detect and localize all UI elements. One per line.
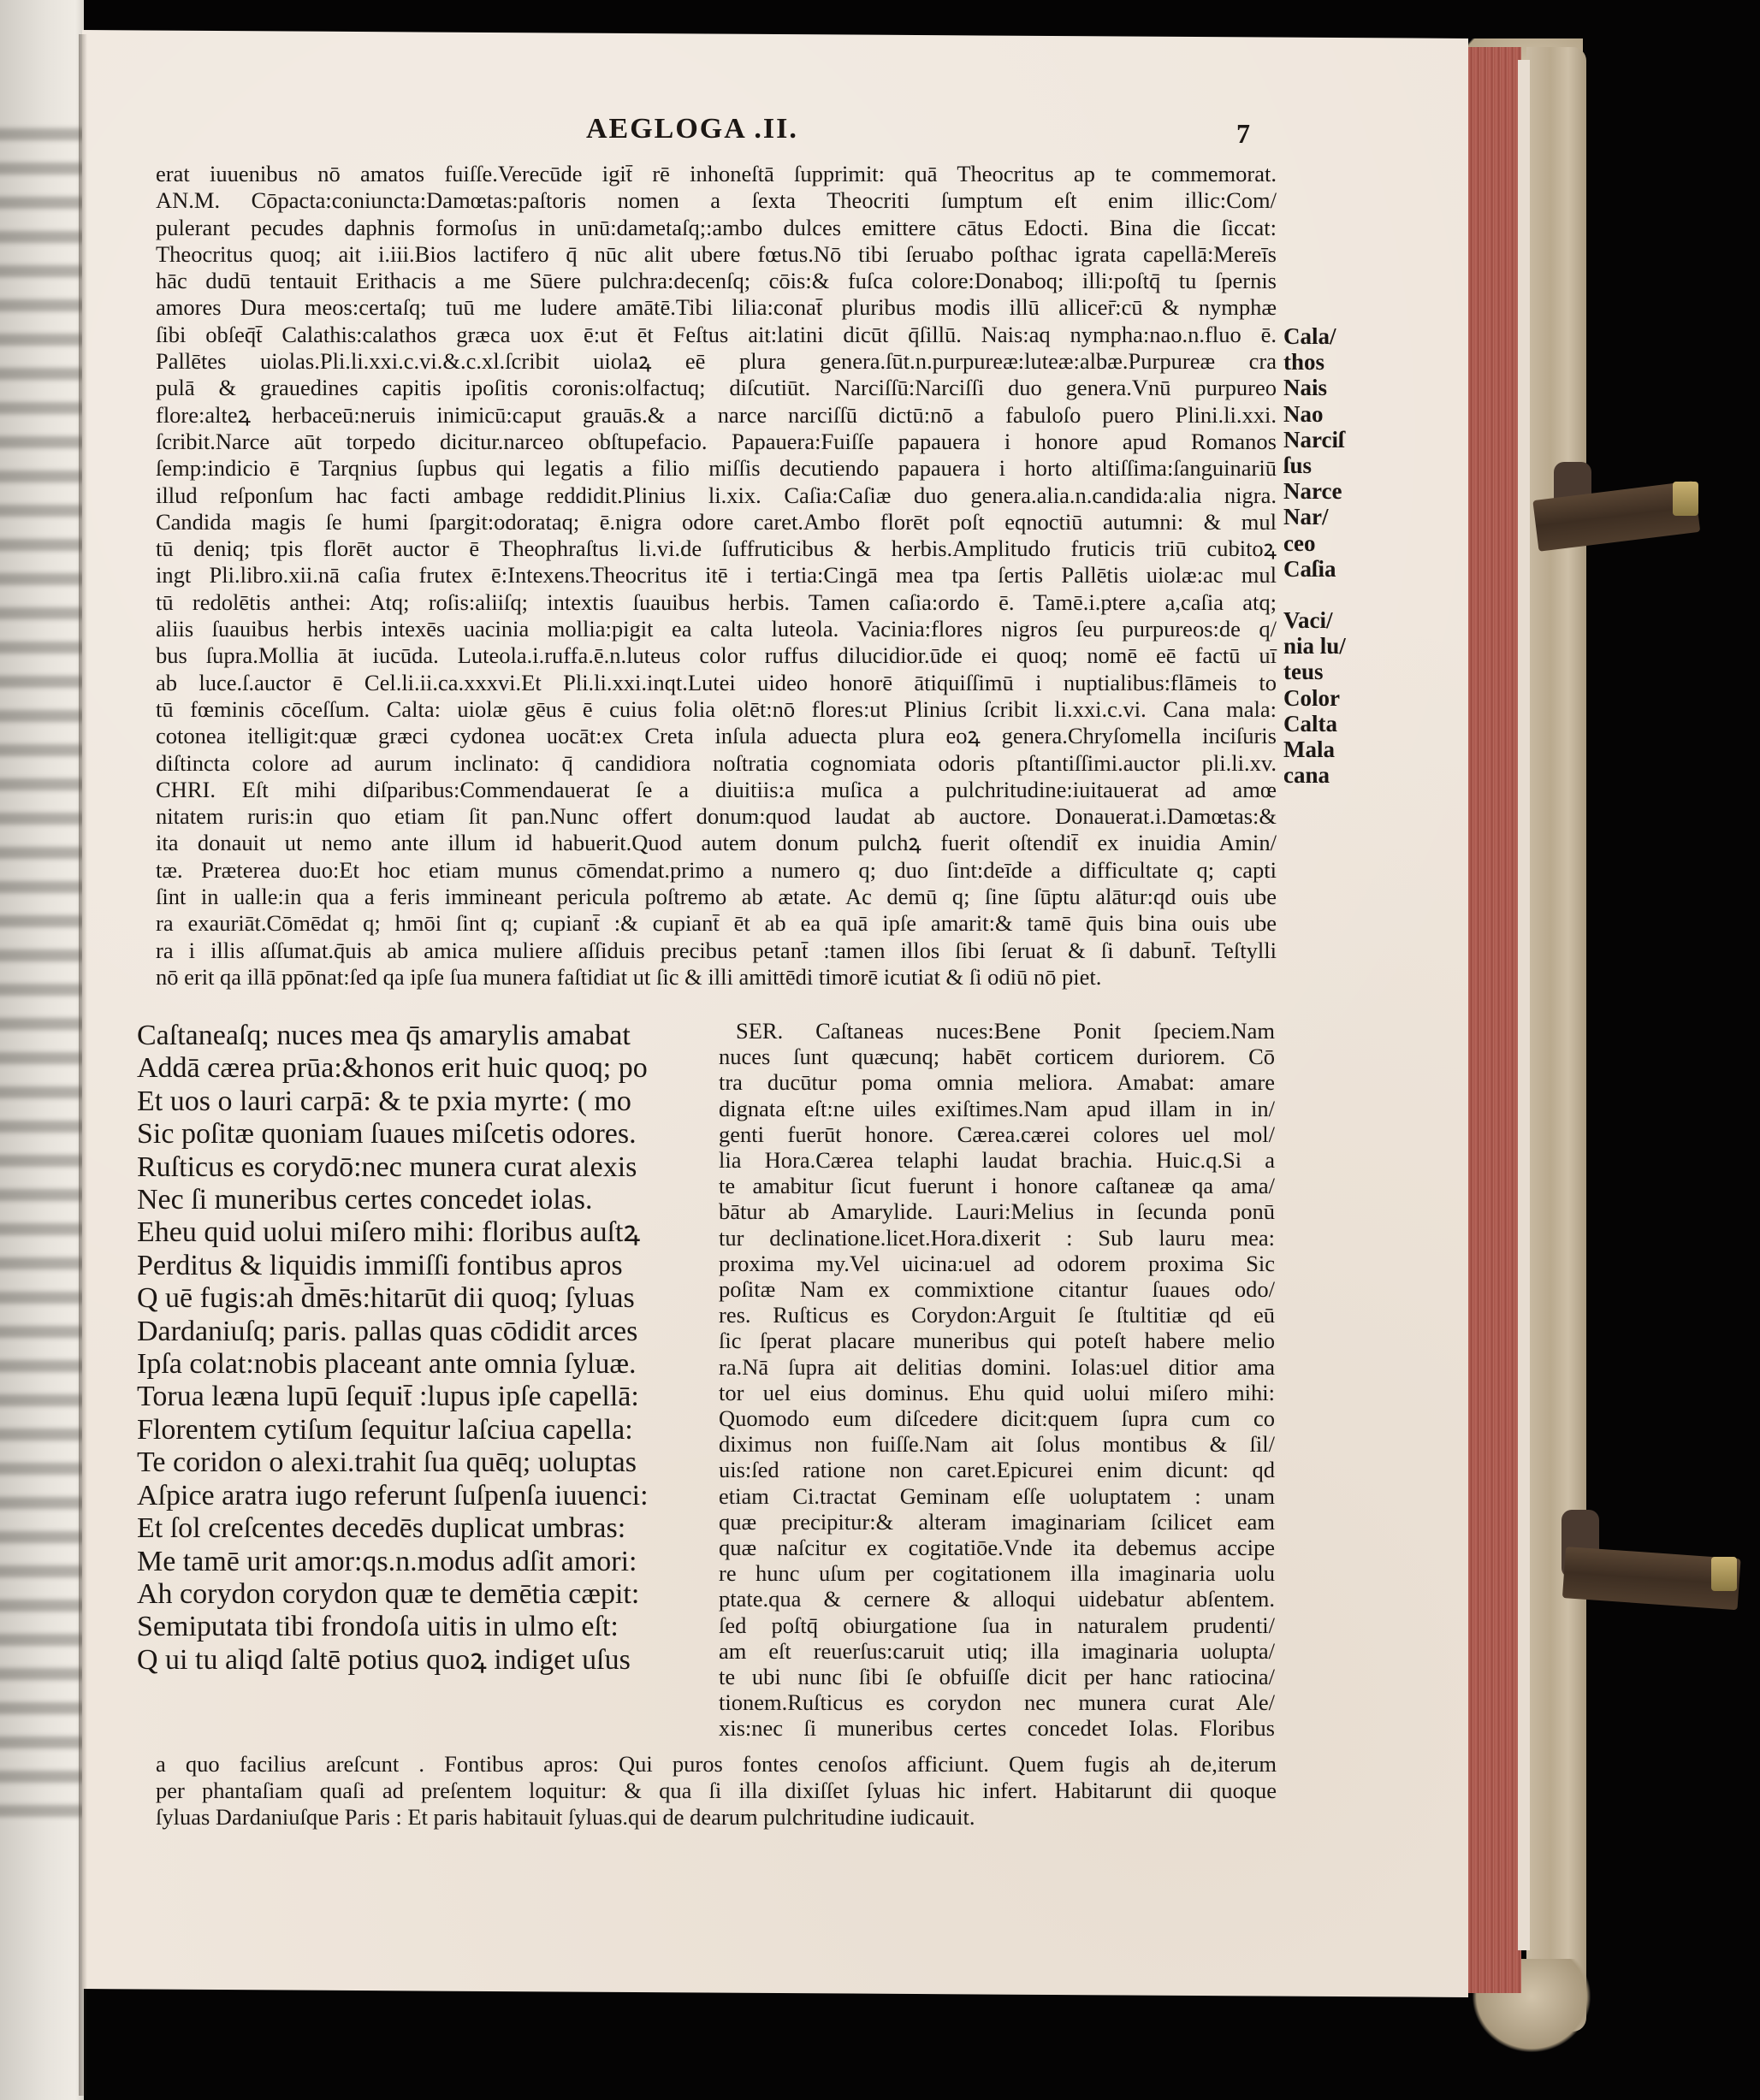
gloss-line: ſed poſtq̄ obiurgatione ſua in naturalem prudenti/ (719, 1612, 1275, 1638)
margin-note: Caſia (1283, 555, 1336, 582)
gloss-line: quæ precipitur:& alteram imaginariam ſcilicet eam (719, 1508, 1275, 1535)
gloss-line: re hunc uſum per cogitationem illa imaginaria uolu (719, 1560, 1275, 1587)
margin-note: Nar/ (1283, 504, 1329, 530)
margin-note: ceo (1283, 529, 1316, 556)
gloss-line: bātur ab Amarylide. Lauri:Melius in ſecunda ponū (719, 1198, 1275, 1225)
gloss-line: te amabitur ſicut fuerunt i honore caſtaneæ qa ama/ (719, 1173, 1275, 1199)
commentary-line: Candida magis ſe humi ſpargit:odorataq; ē.nigra odore caret.Ambo florēt poſt eqnoctiū autumni: & mul (156, 508, 1277, 535)
blurred-text-line (0, 197, 84, 209)
show-through-text (1283, 890, 1289, 914)
blurred-text-line (0, 1531, 84, 1543)
gloss-line: nuces ſunt quæcunq; habēt corticem duriorem. Cō (719, 1044, 1275, 1070)
blurred-text-line (0, 1257, 84, 1269)
verse-line: Florentem cytiſum ſequitur laſciua capella: (137, 1413, 633, 1446)
blurred-text-line (0, 1018, 84, 1030)
commentary-line: ſint in ualle:in qua a feris immineant pericula poſtremo ab ætate. Ac demū q; ſine ſūptu alātur:qd ouis ube (156, 884, 1277, 910)
blurred-text-line (0, 1702, 84, 1714)
gloss-line: diximus non fuiſſe.Nam ait ſolus montibus & ſil/ (719, 1431, 1275, 1458)
commentary-line: nō erit qa illā ppōnat:ſed qa ipſe ſua munera faſtidiat ut ſic & illi amittēdi timorē icutiat & ſi odiū nō piet. (156, 963, 1102, 990)
commentary-line: nitatem ruris:in quo etiam ſit pan.Nunc offert donum:quod laudat ab auctore. Donauerat.i.Damœtas:& (156, 803, 1277, 830)
running-head: AEGLOGA .II. (586, 113, 798, 145)
blurred-text-line (0, 642, 84, 654)
gloss-line: lia Hora.Cærea telaphi laudat brachia. Huic.q.Si a (719, 1147, 1275, 1174)
margin-note: Color (1283, 684, 1340, 711)
margin-note-gap (1283, 582, 1369, 607)
gutter-shadow (79, 34, 87, 2096)
margin-note: Narciſ (1283, 426, 1345, 453)
blurred-text-line (0, 1429, 84, 1440)
verse-line: Caſtaneaſq; nuces mea q̄s amarylis amabat (137, 1020, 631, 1051)
verse-line: Dardaniuſq; paris. pallas quas cōdidit arces (137, 1315, 638, 1347)
blurred-text-line (0, 1155, 84, 1167)
blurred-text-line (0, 984, 84, 996)
blurred-text-line (0, 1668, 84, 1680)
gloss-line: tra ducūtur poma omnia meliora. Amabat: amare (719, 1069, 1275, 1096)
margin-note: nia lu/ (1283, 633, 1346, 660)
blurred-text-line (0, 1121, 84, 1133)
gloss-line: quæ naſcitur ex cogitatiōe.Vnde ita debemus accipe (719, 1535, 1275, 1561)
verse-line: Aſpice aratra iugo referunt ſuſpenſa iuuenci: (137, 1479, 649, 1511)
blurred-text-line (0, 539, 84, 551)
commentary-line: ingt Pli.libro.xii.nā caſia frutex ē:Intexens.Theocritus itē i tertia:Cingā mea tpa ſertis Pallētis uiolæ:ac mul (156, 562, 1277, 589)
commentary-line: Theocritus quoq; ait i.iii.Bios lactifero q̄ nūc alit ubere fœtus.Nō tibi ſeruabo poſthac igrata capellā:Mereīs (156, 240, 1277, 267)
margin-note: Mala (1283, 736, 1335, 763)
vellum-binding-spine (1526, 47, 1586, 2032)
commentary-line: ſyluas Dardaniuſque Paris : Et paris habitauit ſyluas.qui de dearum pulchritudine iudicauit. (156, 1804, 975, 1830)
margin-note: thos (1283, 349, 1325, 376)
margin-note: teus (1283, 659, 1324, 685)
blurred-text-line (0, 1497, 84, 1509)
gloss-line: genti fuerūt honore. Cærea.cærei colores uel mol/ (719, 1121, 1275, 1147)
gloss-line: ptate.qua & cernere & alloqui uidebatur abſentem. (719, 1586, 1275, 1612)
verse-line: Nec ſi muneribus certes concedet iolas. (137, 1184, 593, 1216)
facing-left-page (0, 0, 84, 2100)
blurred-text-line (0, 1360, 84, 1372)
verse-line: Perditus & liquidis immiſſi fontibus apros (137, 1249, 623, 1281)
gloss-line: ſic ſperat placare muneribus qui poteſt habere melio (719, 1328, 1275, 1354)
commentary-line: AN.M. Cōpacta:coniuncta:Damœtas:paſtoris nomen a ſexta Theocriti ſumptum eſt enim illic:Com/ (156, 187, 1277, 214)
blurred-text-line (0, 1326, 84, 1338)
gloss-line: tur declinatione.licet.Hora.dixerit : Sub lauru mea: (719, 1224, 1275, 1251)
verse-line: Sic poſitæ quoniam ſuaues miſcetis odores. (137, 1118, 637, 1151)
gloss-line: tionem.Ruſticus es corydon nec munera curat Ale/ (719, 1689, 1275, 1716)
commentary-line: ſibi obſeq̄t̄ Calathis:calathos græca uox ē:ut ēt Feſtus ait:latini dicūt q̄ſillū. Nais:aq nympha:nao.n.fluo ē. (156, 321, 1277, 347)
blurred-text-line (0, 299, 84, 311)
blurred-text-line (0, 847, 84, 859)
blurred-text-line (0, 744, 84, 756)
commentary-line: tū deniq; tpis florēt auctor ē Theophraſtus li.vi.de ſuffruticibus & herbis.Amplitudo fruticis triū cubitoꝝ (156, 535, 1277, 562)
verse-line: Semiputata tibi frondoſa uitis in ulmo eſt: (137, 1611, 619, 1643)
blurred-text-line (0, 436, 84, 448)
red-stained-fore-edge (1467, 47, 1521, 1993)
blurred-text-line (0, 1086, 84, 1098)
gloss-line: tor uel eius dominus. Ehu quid uolui miſero mihi: (719, 1379, 1275, 1405)
blurred-text-line (0, 368, 84, 380)
commentary-bottom (156, 1751, 1277, 1831)
verse-line: Q uē fugis:ah d̄mēs:hitarūt dii quoq; ſyluas (137, 1282, 635, 1315)
gloss-line: SER. Caſtaneas nuces:Bene Ponit ſpeciem.Nam (736, 1018, 1275, 1044)
gloss-line: xis:nec ſi muneribus certes concedet Iolas. Floribus (719, 1715, 1275, 1742)
gloss-line: Quomodo eum diſcedere dicit:quem ſupra cum co (719, 1405, 1275, 1432)
verse-line: Addā cærea prūa:&honos erit huic quoq; po (137, 1052, 648, 1085)
verse-line: Q ui tu aliqd ſaltē potius quoꝝ indiget uſus (137, 1643, 631, 1676)
blurred-text-line (0, 778, 84, 790)
commentary-line: ra i illis aſſumat.q̄uis ab amica muliere aſſiduis precibus petant̄ :tamen illos ſibi ſeruat & ſi dabunt̄. Teſtylli (156, 937, 1277, 963)
blurred-text-line (0, 1463, 84, 1475)
verse-line: Ruſticus es corydō:nec munera curat alexis (137, 1151, 637, 1183)
margin-note: cana (1283, 762, 1330, 789)
blurred-text-line (0, 1394, 84, 1406)
commentary-line: ab luce.ſ.auctor ē Cel.li.ii.ca.xxxvi.Et Pli.li.xxi.inqt.Lutei uideo honorē ātiquiſſimū i nuptialibus:flāmeis to (156, 669, 1277, 695)
blurred-text-line (0, 676, 84, 688)
commentary-line: tæ. Præterea duo:Et hoc etiam munus cōmendat.primo a numero q; duo ſint:deīde a difficultate q; capti (156, 856, 1277, 883)
commentary-line: flore:alteꝝ herbaceū:neruis inimicū:caput grauās.& a narce narciſſū dictū:nō a fabuloſo puero Plini.li.xxi. (156, 401, 1277, 428)
blurred-text-line (0, 128, 84, 140)
margin-note: Nao (1283, 400, 1324, 427)
commentary-top (156, 161, 1277, 991)
commentary-line: cotonea itelligit:quæ græci cydonea uocāt:ex Creta inſula aduecta plura eoꝝ genera.Chryſomella inciſuris (156, 723, 1277, 749)
commentary-line: tū redolētis anthei: Atq; roſis:aliiſq; intextis ſuauibus herbis. Tamen caſia:ordo ē. Tamē.i.ptere a,caſia atq; (156, 589, 1277, 615)
commentary-line: per phantaſiam quaſi ad preſentem loquitur: & qua ſi illa dixiſſet ſyluas hic infert. Habitarunt dii quoque (156, 1778, 1277, 1803)
margin-note: Cala/ (1283, 323, 1336, 349)
blurred-text-line (0, 813, 84, 825)
gloss-line: uis:ſed ratione non caret.Epicurei enim dicunt: qd (719, 1457, 1275, 1483)
gloss-line: proxima my.Vel uicina:uel ad odorem proxima Sic (719, 1250, 1275, 1276)
fore-edge-page-block (1518, 60, 1530, 1950)
gloss-line: etiam Ci.tractat Geminam eſſe uoluptatem : unam (719, 1482, 1275, 1509)
margin-note: ſus (1283, 453, 1313, 479)
commentary-line: amores Dura meos:certaſq; tuū me ludere amātē.Tibi lilia:conat̄ pluribus modis illū allicer̄:cū & nymphæ (156, 294, 1277, 321)
commentary-line: tū fœminis cōceſſum. Calta: uiolæ gēus ē cuius folia olēt:nō flores:ut Plinius ſcribit li.xxi.c.vi. Cana mala: (156, 695, 1277, 722)
gloss-line: te ubi nunc ſibi ſe obfuiſſe dicit per hanc ratiocina/ (719, 1664, 1275, 1690)
verse-line: Ipſa colat:nobis placeant ante omnia ſyluæ. (137, 1348, 637, 1381)
blurred-text-line (0, 1292, 84, 1304)
gloss-line: dignata eſt:ne uiles exiſtimes.Nam apud illam in in/ (719, 1095, 1275, 1121)
blurred-text-line (0, 505, 84, 517)
commentary-line: ra exauriāt.Cōmēdat q; hmōi ſint q; cupiant̄ :& cupiant̄ ēt ab ea quā ipſe amarit:& tamē q̄uis bina ouis ube (156, 910, 1277, 937)
margin-note: Calta (1283, 710, 1337, 736)
commentary-line: Pallētes uiolas.Pli.li.xxi.c.vi.&.c.xl.ſcribit uiolaꝝ eē plura genera.ſūt.n.purpureæ:luteæ:albæ.Purpureæ cra (156, 348, 1277, 375)
commentary-line: a quo facilius areſcunt . Fontibus apros: Qui puros fontes cenoſos afficiunt. Quem fugis ah de,iterum (156, 1751, 1277, 1777)
verse-line: Torua leæna lupū ſequit̄ :lupus ipſe capellā: (137, 1381, 639, 1413)
gloss-line: res. Ruſticus es Corydon:Arguit ſe ſtultitiæ qd eū (719, 1302, 1275, 1328)
marginal-notes (1283, 323, 1369, 788)
verse-line: Me tamē urit amor:qs.n.modus adſit amori: (137, 1545, 637, 1577)
verse-line: Eheu quid uolui miſero mihi: floribus auſtꝝ (137, 1216, 641, 1249)
gloss-column (719, 1018, 1275, 1742)
blurred-text-line (0, 1736, 84, 1748)
gloss-line: am eſt reuerſus:caruit utiq; illa imaginaria uolupta/ (719, 1637, 1275, 1664)
commentary-line: ſemp:indicio ē Tarqnius ſupbus qui legatis a filio miſſis decutiendo papauera i horto altiſſima:ſanguinariū (156, 455, 1277, 482)
commentary-line: ita donauit ut nemo ante illum id habuerit.Quod autem donum pulchꝝ fuerit oſtendit̄ ex inuidia Amin/ (156, 830, 1277, 856)
commentary-line: erat iuuenibus nō amatos fuiſſe.Verecūde igit̄ rē inhoneſtā ſupprimit: quā Theocritus ap te commemorat. (156, 161, 1277, 186)
commentary-line: bus ſupra.Mollia āt iucūda. Luteola.i.ruffa.ē.n.luteus color ruffus dilucidior.ūde ei quoq; nomē eē factū uī (156, 642, 1277, 669)
blurred-text-line (0, 1600, 84, 1612)
blurred-text-line (0, 265, 84, 277)
blurred-text-line (0, 231, 84, 243)
blurred-text-line (0, 334, 84, 346)
blurred-text-line (0, 163, 84, 175)
gloss-line: ra.Nā ſupra ait delitias domini. Iolas:uel ditior ama (719, 1353, 1275, 1380)
blurred-text-line (0, 1771, 84, 1783)
commentary-line: aliis ſuauibus herbis intexēs uacinia mollia:pigit ea calta luteola. Vacinia:flores nigros ſeu purpureos:de q/ (156, 616, 1277, 642)
verse-line: Ah corydon corydon quæ te demētia cæpit: (137, 1577, 640, 1610)
blurred-text-line (0, 710, 84, 722)
commentary-line: illud reſponſum hac facti ambage reddidit.Plinius li.xix. Caſia:Caſiæ duo genera.alia.n.candida:alia nigra. (156, 482, 1277, 508)
margin-note: Vaci/ (1283, 607, 1333, 634)
commentary-line: ſcribit.Narce aūt torpedo dicitur.narceo obſtupefacio. Papauera:Fuiſſe papauera i honore apud Romanos (156, 428, 1277, 454)
verse-text (137, 1020, 702, 1677)
blurred-text-line (0, 1805, 84, 1817)
commentary-line: CHRI. Eſt mihi diſparibus:Commendauerat ſe a diuitiis:a muſica a pulchritudine:iuitauerat ad amœ (156, 776, 1277, 802)
blurred-text-line (0, 881, 84, 893)
verse-line: Et uos o lauri carpā: & te pxia myrte: ( mo (137, 1085, 631, 1117)
folio-number: 7 (1236, 118, 1250, 149)
clasp-brass-tip-lower (1711, 1557, 1737, 1591)
gloss-line: poſitæ Nam ex commixtione citantur ſuaues odo/ (719, 1276, 1275, 1303)
clasp-brass-tip-upper (1673, 482, 1698, 516)
commentary-line: pulā & grauedines capitis ipoſitis coronis:olfactuq; diſcutiūt. Narciſſū:Narciſſi duo genera.Vnū purpureo (156, 375, 1277, 401)
blurred-text-line (0, 949, 84, 961)
blurred-text-line (0, 470, 84, 482)
blurred-text-line (0, 1189, 84, 1201)
verse-line: Et ſol creſcentes decedēs duplicat umbras: (137, 1512, 626, 1545)
commentary-line: pulerant pecudes daphnis formoſus in unū:dametaſq;:ambo dulces emittere cātus Edocti. Bina die ſiccat: (156, 214, 1277, 240)
commentary-line: hāc dudū tentauit Erithacis a me Sūere pulchra:decenſq; cōis:& fuſca colore:Donaboq; illi:poſtq̄ tu ſpernis (156, 268, 1277, 294)
blurred-text-line (0, 1052, 84, 1064)
blurred-text-line (0, 915, 84, 927)
blurred-text-line (0, 1223, 84, 1235)
margin-note: Nais (1283, 375, 1328, 401)
blurred-text-line (0, 402, 84, 414)
margin-note: Narce (1283, 478, 1342, 505)
commentary-line: diſtincta colore ad aurum inclinato: q̄ candidiora noſtratia cognomiata odoris pſtantiſſimi.auctor pli.li.xv. (156, 749, 1277, 776)
blurred-text-line (0, 1634, 84, 1646)
blurred-text-line (0, 607, 84, 619)
verse-line: Te coridon o alexi.trahit ſua quēq; uoluptas (137, 1446, 637, 1479)
blurred-text-line (0, 573, 84, 585)
blurred-text-line (0, 1565, 84, 1577)
